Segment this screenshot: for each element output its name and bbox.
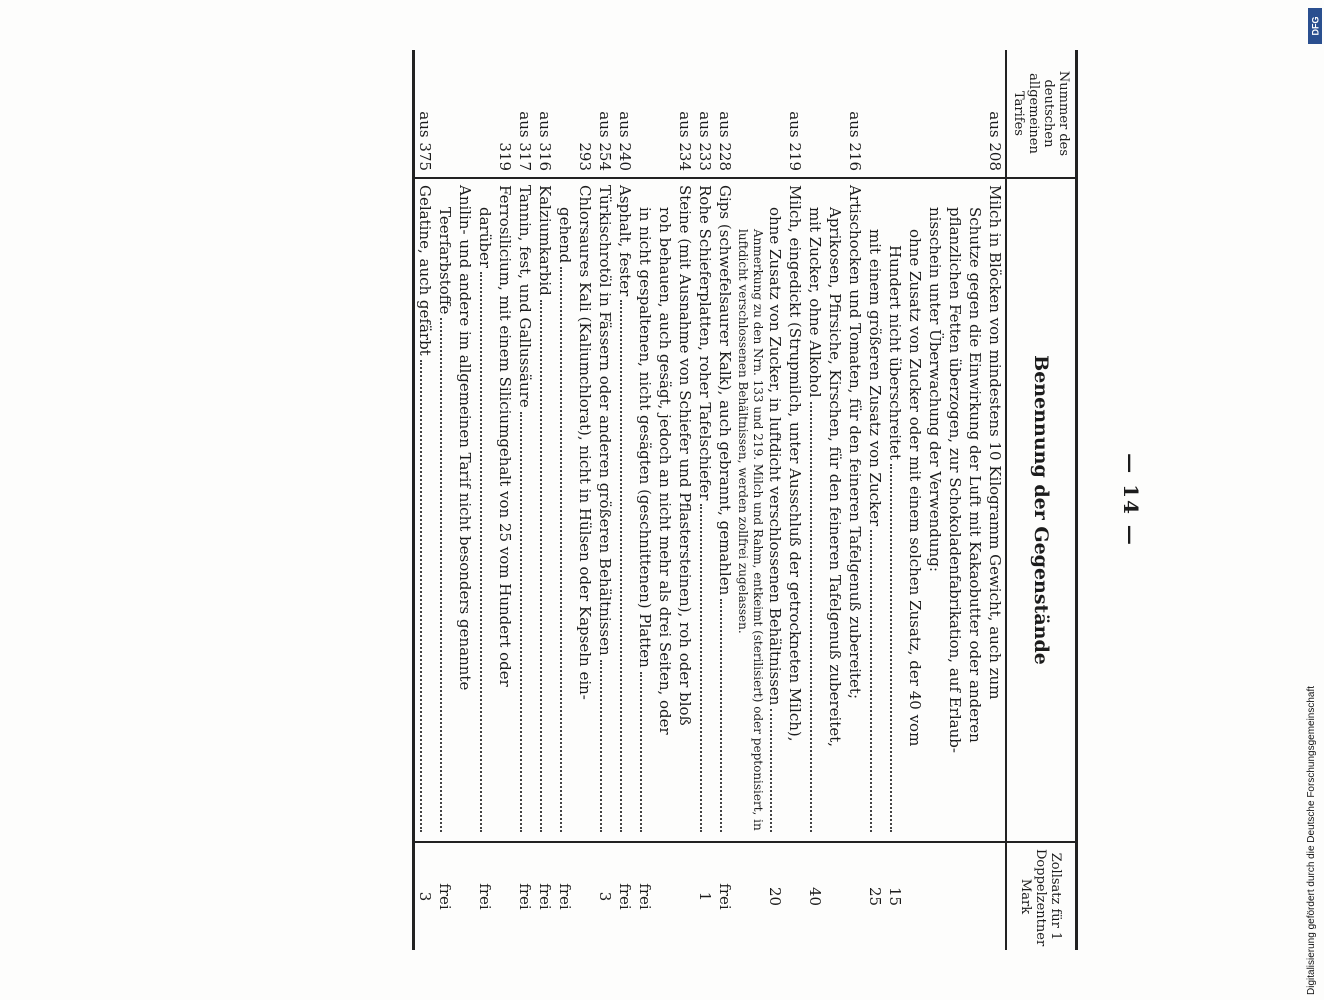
item-line [475,185,495,835]
tariff-number: aus 316 [536,111,554,171]
header-duty-rate [1006,842,1077,950]
item-line [435,185,455,835]
item-text: mit einem größeren Zusatz von Zucker [866,229,884,527]
item-text: Tannin, fest, und Gallussäure [516,185,534,408]
duty-rate-value: frei [636,883,654,910]
item-text: ohne Zusatz von Zucker, in luftdicht verschlossenen Behältnissen [766,207,784,706]
item-note: Anmerkung zu den Nrn. 133 und 219. Milch und Rahm, entkeimt (sterilisiert) oder peptonisiert, in luftdicht verschlossenen Behältnissen, werden zollfrei zugelassen. [736,229,765,831]
leader-dots [890,464,892,832]
item-line [985,185,1005,835]
table-header-row [1006,50,1077,950]
item-line [555,185,575,835]
item-line [695,185,715,835]
dfg-logo-text: DFG [1310,16,1320,36]
item-text: Rohe Schieferplatten, roher Tafelschiefer [696,185,714,501]
item-text: Teerfarbstoffe [436,207,454,315]
item-text: Asphalt, fester [616,185,634,297]
document-page [288,50,1148,950]
duty-rate [515,842,535,950]
table-row [435,50,475,950]
item-text: Gelatine, auch gefärbt [416,185,434,356]
item-text: Türkischrotöl in Fässern oder anderen größeren Behältnissen [596,185,614,656]
duty-rate [735,842,805,950]
rate-spacer [845,849,865,944]
page-number: — 14 — [1119,453,1143,547]
item-name [695,178,715,842]
table-row [615,50,635,950]
item-line [635,185,655,835]
rate-spacer [965,849,985,944]
item-name [735,178,805,842]
leader-dots [620,300,622,832]
item-text: Gips (schwefelsaurer Kalk), auch gebrannt, gemahlen [716,185,734,596]
duty-rate-value: 40 [806,886,824,907]
duty-rate [414,842,436,950]
item-text: Milch, eingedickt (Strupmilch, unter Ausschluß der getrockneten Milch), [786,185,804,742]
item-line [785,185,805,835]
item-name [535,178,555,842]
item-line [595,185,615,835]
rate-spacer [945,849,965,944]
table-row [865,50,1006,950]
leader-dots [720,599,722,832]
item-line [845,185,865,835]
item-line [515,185,535,835]
tariff-number: aus 234 [676,111,694,171]
header-duty-rate-label: Zollsatz für 1 Doppelzentner [1033,849,1064,947]
item-name [515,178,535,842]
tariff-number: aus 208 [986,111,1004,171]
item-line [575,185,595,835]
rate-spacer [985,849,1005,944]
item-text: in nicht gespaltenen, nicht gesägten (geschnittenen) Platten [636,207,654,668]
duty-rate [595,842,615,950]
item-name [715,178,735,842]
item-text: gehend [556,207,574,264]
duty-rate [535,842,555,950]
rate-spacer [905,849,925,944]
duty-rate-value: 1 [696,891,714,902]
item-text: mit Zucker, ohne Alkohol [806,207,824,398]
tariff-number: aus 317 [516,111,534,171]
item-text: Ferrosilicium, mit einem Siliciumgehalt von 25 vom Hundert oder [496,185,514,687]
leader-dots [600,660,602,832]
item-text: Kalziumkarbid [536,185,554,296]
table-row [414,50,436,950]
duty-rate [715,842,735,950]
table-row [555,50,595,950]
item-line [965,185,985,835]
tariff-number: aus 233 [696,111,714,171]
tariff-number: aus 216 [846,111,864,171]
item-text: darüber [476,207,494,269]
rate-spacer [675,849,695,944]
tariff-number: aus 240 [616,111,634,171]
item-name [615,178,635,842]
item-text: Schutze gegen die Einwirkung der Luft mit Kakaobutter oder anderen [966,207,984,743]
leader-dots [770,709,772,832]
item-text: nisschein unter Überwachung der Verwendung: [926,207,944,572]
table-row [475,50,515,950]
duty-rate [805,842,865,950]
item-line [765,185,785,835]
item-name [414,178,436,842]
table-row [735,50,805,950]
header-tariff-number: Nummer des deutschen allgemeinen Tarifes [1006,50,1077,178]
item-text: Steine (mit Ausnahme von Schiefer und Pflastersteinen), roh oder bloß [676,185,694,726]
duty-rate [635,842,695,950]
rate-spacer [825,849,845,944]
duty-rate-value: frei [716,883,734,910]
item-name [555,178,595,842]
item-line [715,185,735,835]
item-line [675,185,695,835]
item-text: Aprikosen, Pfirsiche, Kirschen, für den feineren Tafelgenuß zubereitet, [826,207,844,748]
table-row [695,50,715,950]
duty-rate [695,842,715,950]
item-line [415,185,435,835]
item-line [925,185,945,835]
table-row [595,50,615,950]
item-line [455,185,475,835]
leader-dots [540,300,542,832]
item-line [825,185,845,835]
table-row [805,50,865,950]
leader-dots [810,402,812,832]
item-text: Chlorsaures Kali (Kaliumchlorat), nicht in Hülsen oder Kapseln ein- [576,185,594,700]
duty-rate-value: frei [516,883,534,910]
item-name [475,178,515,842]
item-line [905,185,925,835]
tariff-number: aus 228 [716,111,734,171]
duty-rate-value: 25 [866,886,884,907]
duty-rate [435,842,475,950]
tariff-number: 319 [496,142,514,171]
item-text: Hundert nicht überschreitet [886,245,904,461]
duty-rate-value: frei [436,883,454,910]
item-text: roh behauen, auch gesägt, jedoch an nicht mehr als drei Seiten, oder [656,207,674,735]
sidebar-credit [1306,395,1318,995]
leader-dots [440,318,442,832]
item-text: Anilin- und andere im allgemeinen Tarif nicht besonders genannte [456,185,474,691]
dfg-logo [1308,8,1322,44]
item-line [885,185,905,835]
tariff-table [412,50,1078,950]
duty-rate-value: frei [476,883,494,910]
rate-spacer [455,849,475,944]
header-duty-rate-unit: Mark [1018,878,1034,915]
duty-rate [865,842,1006,950]
rate-spacer [925,849,945,944]
leader-dots [640,672,642,832]
item-line [945,185,965,835]
rate-spacer [785,849,805,944]
duty-rate [475,842,515,950]
item-line [615,185,635,835]
item-name [805,178,865,842]
rate-spacer [655,849,675,944]
table-row [635,50,695,950]
table-row [715,50,735,950]
rate-spacer [495,849,515,944]
tariff-number: aus 254 [596,111,614,171]
item-line [655,185,675,835]
leader-dots [520,412,522,832]
tariff-number: aus 375 [416,111,434,171]
item-line [865,185,885,835]
table-row [515,50,535,950]
item-text: Artischocken und Tomaten, für den feineren Tafelgenuß zubereitet; [846,185,864,700]
duty-rate-value: frei [556,883,574,910]
sidebar-credit-text: Digitalisierung gefördert durch die Deutsche Forschungsgemeinschaft [1306,685,1317,995]
rate-spacer [575,849,595,944]
item-name [435,178,475,842]
item-text: pflanzlichen Fetten überzogen, zur Schokoladenfabrikation, auf Erlaub- [946,207,964,753]
duty-rate-value: frei [536,883,554,910]
tariff-number: 293 [576,142,594,171]
leader-dots [480,272,482,832]
table-body [414,50,1007,950]
item-text: Milch in Blöcken von mindestens 10 Kilogramm Gewicht, auch zum [986,185,1004,700]
item-text: ohne Zusatz von Zucker oder mit einem solchen Zusatz, der 40 vom [906,229,924,747]
duty-rate-value: 15 [886,886,904,907]
item-name [595,178,615,842]
item-name [635,178,695,842]
item-line [535,185,555,835]
duty-rate-value: 3 [596,891,614,902]
leader-dots [560,267,562,832]
tariff-number [435,50,475,178]
duty-rate [555,842,595,950]
table-row [535,50,555,950]
duty-rate-value: 3 [416,891,434,902]
duty-rate-value: 20 [766,886,784,907]
item-name [865,178,1006,842]
item-line [805,185,825,835]
duty-rate-value: frei [616,883,634,910]
tariff-number: aus 219 [786,111,804,171]
item-line [495,185,515,835]
leader-dots [870,530,872,832]
duty-rate [615,842,635,950]
leader-dots [420,360,422,832]
header-item-name: Benennung der Gegenstände [1006,178,1077,842]
leader-dots [700,504,702,832]
